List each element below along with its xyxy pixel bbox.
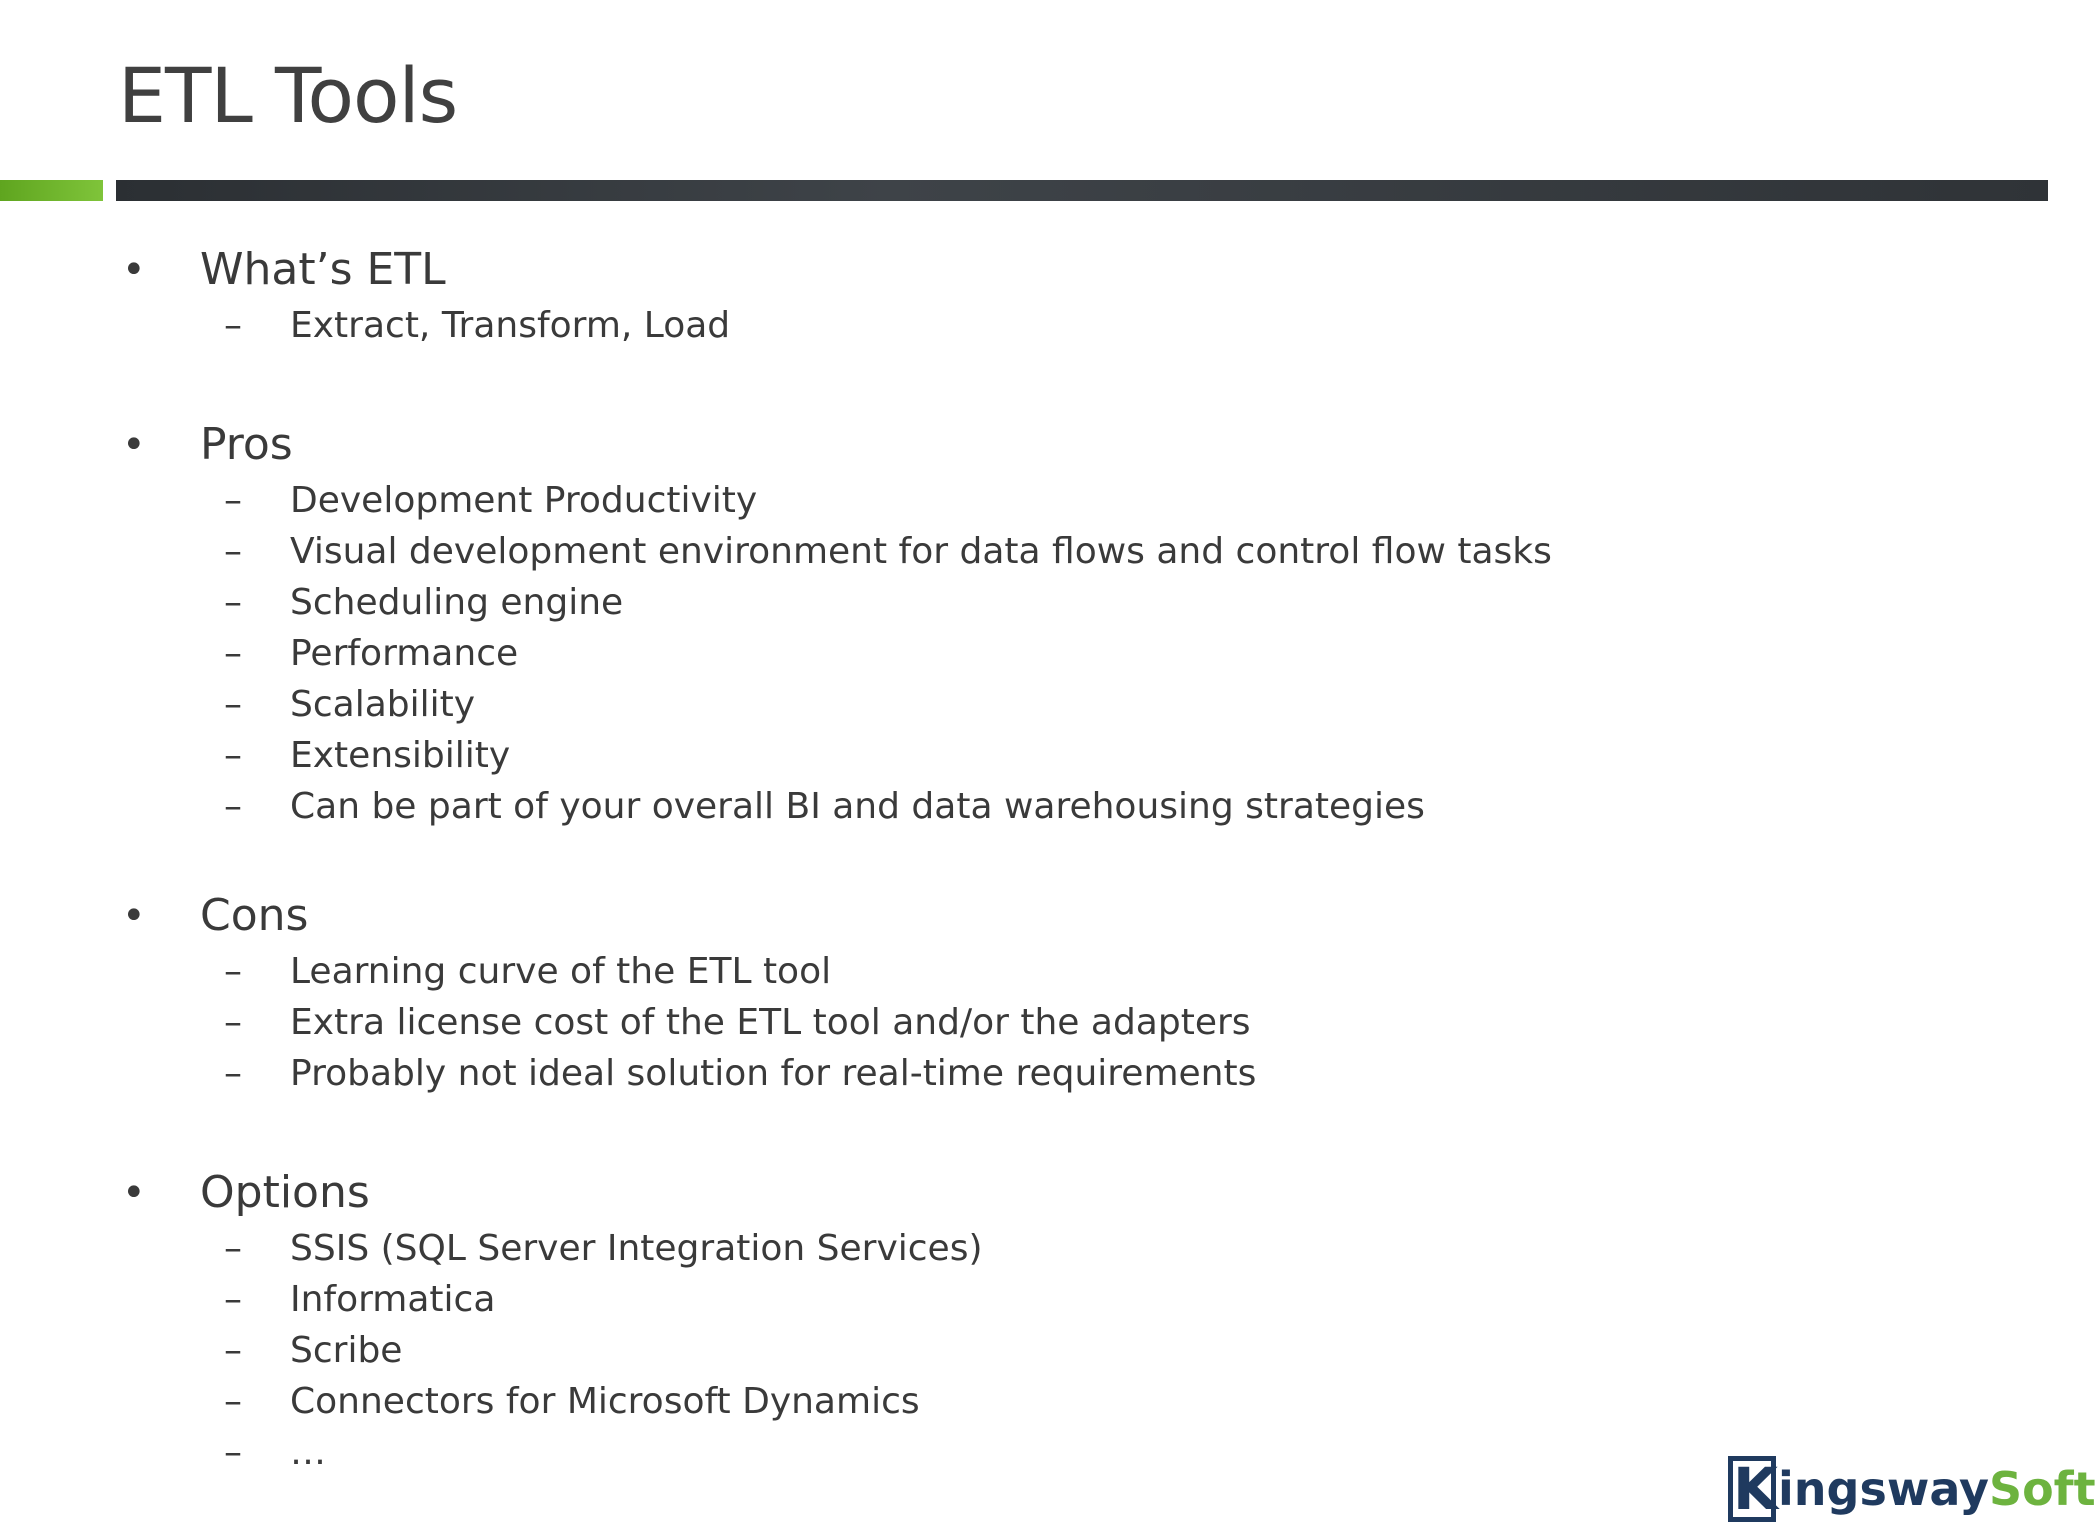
section-pros (0, 415, 2048, 832)
bullet-heading: What’s ETL (200, 244, 446, 295)
sub-item-text: Scheduling engine (290, 582, 624, 623)
logo-text-primary: ingsway (1778, 1462, 1989, 1516)
sub-item-text: Can be part of your overall BI and data warehousing strategies (290, 786, 1425, 827)
sub-item (0, 730, 2048, 781)
sub-item-text: Scribe (290, 1330, 403, 1371)
bullet-heading: Options (200, 1167, 370, 1218)
sub-item (0, 1223, 2048, 1274)
bullet-heading: Pros (200, 419, 293, 470)
sub-item-text: Extra license cost of the ETL tool and/or the adapters (290, 1002, 1251, 1043)
dash-glyph: – (224, 1330, 242, 1371)
sub-item-text: SSIS (SQL Server Integration Services) (290, 1228, 983, 1269)
logo-text-secondary: Soft (1988, 1462, 2096, 1516)
sub-item-text: Informatica (290, 1279, 496, 1320)
bullet-item (0, 886, 2048, 946)
sub-item (0, 1048, 2048, 1099)
sub-item-text: Probably not ideal solution for real-time requirements (290, 1053, 1257, 1094)
sub-item-text: Connectors for Microsoft Dynamics (290, 1381, 920, 1422)
sub-item-text: Performance (290, 633, 519, 674)
bullet-heading: Cons (200, 890, 309, 941)
dash-glyph: – (224, 633, 242, 674)
sub-item (0, 628, 2048, 679)
bullet-item (0, 240, 2048, 300)
dash-glyph: – (224, 582, 242, 623)
dash-glyph: – (224, 786, 242, 827)
section-whats-etl (0, 240, 2048, 351)
sub-item (0, 300, 2048, 351)
sub-item-text: … (290, 1432, 326, 1473)
sub-list (0, 475, 2048, 832)
dash-glyph: – (224, 1228, 242, 1269)
sub-list (0, 1223, 2048, 1478)
sub-item-text: Development Productivity (290, 480, 758, 521)
dash-glyph: – (224, 305, 242, 346)
bullet-dot: • (122, 247, 146, 293)
bullet-dot: • (122, 1170, 146, 1216)
slide-title: ETL Tools (118, 51, 458, 140)
dash-glyph: – (224, 684, 242, 725)
sub-item (0, 577, 2048, 628)
sub-item (0, 946, 2048, 997)
sub-item-text: Scalability (290, 684, 476, 725)
dash-glyph: – (224, 1002, 242, 1043)
section-cons (0, 886, 2048, 1099)
dash-glyph: – (224, 735, 242, 776)
bullet-dot: • (122, 422, 146, 468)
dash-glyph: – (224, 1053, 242, 1094)
dash-glyph: – (224, 531, 242, 572)
sub-item-text: Extensibility (290, 735, 511, 776)
sub-item (0, 781, 2048, 832)
sub-item (0, 526, 2048, 577)
logo-k-icon: K (1728, 1456, 1776, 1522)
sub-item (0, 475, 2048, 526)
sub-item-text: Extract, Transform, Load (290, 305, 731, 346)
dash-glyph: – (224, 1381, 242, 1422)
sub-item-text: Learning curve of the ETL tool (290, 951, 832, 992)
bullet-dot: • (122, 893, 146, 939)
bullet-item (0, 1163, 2048, 1223)
kingswaysoft-logo (1728, 1454, 2096, 1524)
sub-item (0, 1325, 2048, 1376)
sub-item (0, 1274, 2048, 1325)
sub-item-text: Visual development environment for data flows and control flow tasks (290, 531, 1552, 572)
dash-glyph: – (224, 1432, 242, 1473)
section-options (0, 1163, 2048, 1478)
bullet-item (0, 415, 2048, 475)
sub-item (0, 679, 2048, 730)
dash-glyph: – (224, 1279, 242, 1320)
sub-list (0, 946, 2048, 1099)
sub-list (0, 300, 2048, 351)
sub-item (0, 1376, 2048, 1427)
sub-item (0, 997, 2048, 1048)
dash-glyph: – (224, 951, 242, 992)
dash-glyph: – (224, 480, 242, 521)
